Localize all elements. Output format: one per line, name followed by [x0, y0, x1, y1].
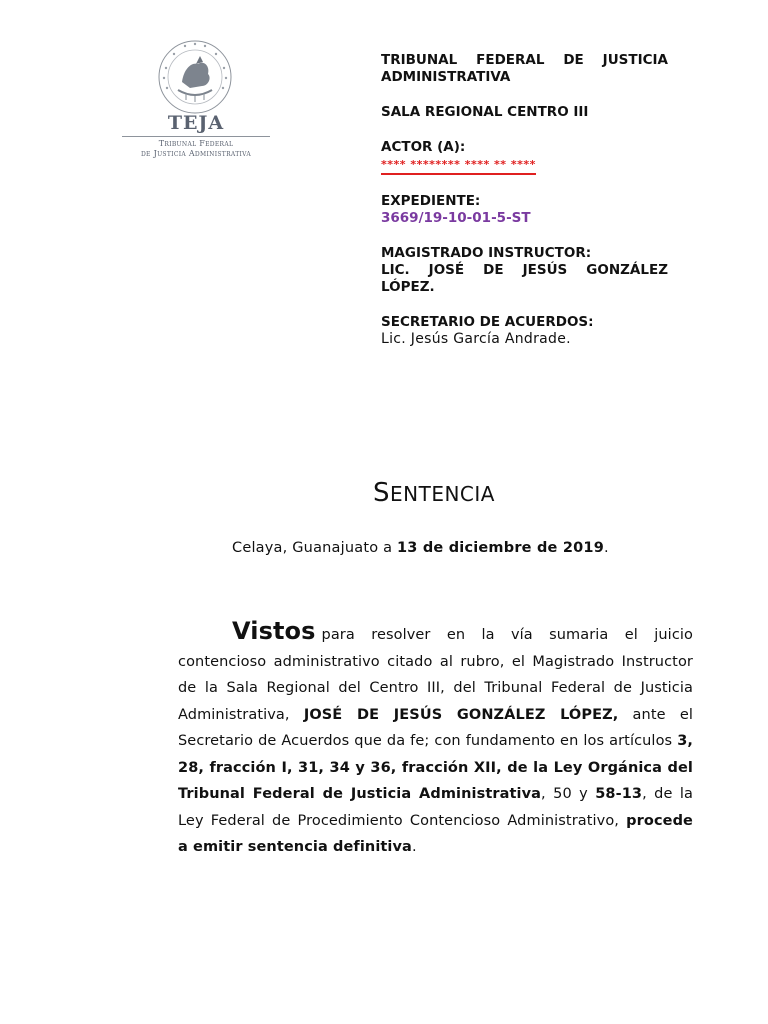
logo-full-name: [120, 139, 272, 158]
body-text-4: , de la Ley Federal de Procedimiento Contencioso Administrativo,: [178, 786, 693, 829]
body-text-1: para resolver en la vía sumaria el juicio contencioso administrativo citado al rubro, el Magistrado Instructor de la Sala Regional del Centro III, del Tribunal Federal de Justicia Administrativa,: [178, 627, 693, 723]
court-name: [381, 52, 668, 86]
article-58-13-bold: 58-13: [595, 786, 643, 802]
court-name-line-2: ADMINISTRATIVA: [381, 69, 511, 85]
magistrado-label: MAGISTRADO INSTRUCTOR:: [381, 245, 592, 261]
body-text-3: , 50 y: [541, 786, 596, 802]
magistrado-name-line-1: LIC. JOSÉ DE JESÚS GONZÁLEZ: [381, 262, 668, 278]
secretario-block: [381, 314, 668, 348]
magistrado-name-bold: JOSÉ DE JESÚS GONZÁLEZ LÓPEZ,: [303, 706, 619, 723]
document-date: [232, 540, 609, 556]
court-name-line-1: TRIBUNAL FEDERAL DE JUSTICIA: [381, 52, 668, 68]
expediente-value: 3669/19-10-01-5-ST: [381, 210, 531, 226]
document-title: [0, 478, 768, 508]
expediente-label: EXPEDIENTE:: [381, 193, 481, 209]
logo-name-line-1: Tribunal Federal: [158, 139, 234, 148]
date-prefix: Celaya, Guanajuato a: [232, 540, 397, 556]
logo-name-line-2: de Justicia Administrativa: [140, 148, 252, 158]
secretario-label: SECRETARIO DE ACUERDOS:: [381, 314, 594, 330]
magistrado-name-line-2: LÓPEZ.: [381, 279, 435, 295]
opening-paragraph: [178, 618, 693, 861]
legal-articles-bold: 3, 28, fracción I, 31, 34 y 36, fracción XII, de la Ley Orgánica del Tribunal Federal de Justicia Administrativa: [178, 733, 693, 802]
actor-value-redacted: **** ******** **** ** ****: [381, 158, 536, 175]
title-initial: S: [373, 478, 391, 508]
expediente-block: [381, 193, 668, 227]
actor-label: ACTOR (A):: [381, 139, 466, 155]
case-header: [381, 52, 668, 366]
teja-logo: [120, 38, 272, 160]
actor-block: [381, 139, 668, 175]
sala-name: SALA REGIONAL CENTRO III: [381, 104, 589, 120]
secretario-value: Lic. Jesús García Andrade.: [381, 331, 571, 347]
date-suffix: .: [603, 540, 609, 556]
national-seal-icon: [152, 38, 238, 116]
body-text-2: ante el Secretario de Acuerdos que da fe; con fundamento en los artículos: [178, 706, 693, 749]
title-rest: ENTENCIA: [390, 482, 495, 506]
logo-divider: [122, 136, 270, 137]
body-text-5: .: [411, 839, 417, 855]
date-value: 13 de diciembre de 2019: [397, 540, 604, 556]
resolution-bold: procede a emitir sentencia definitiva: [178, 812, 693, 855]
logo-abbreviation: TEJA: [167, 112, 225, 134]
vistos-heading: Vistos: [232, 617, 316, 645]
magistrado-block: [381, 245, 668, 296]
